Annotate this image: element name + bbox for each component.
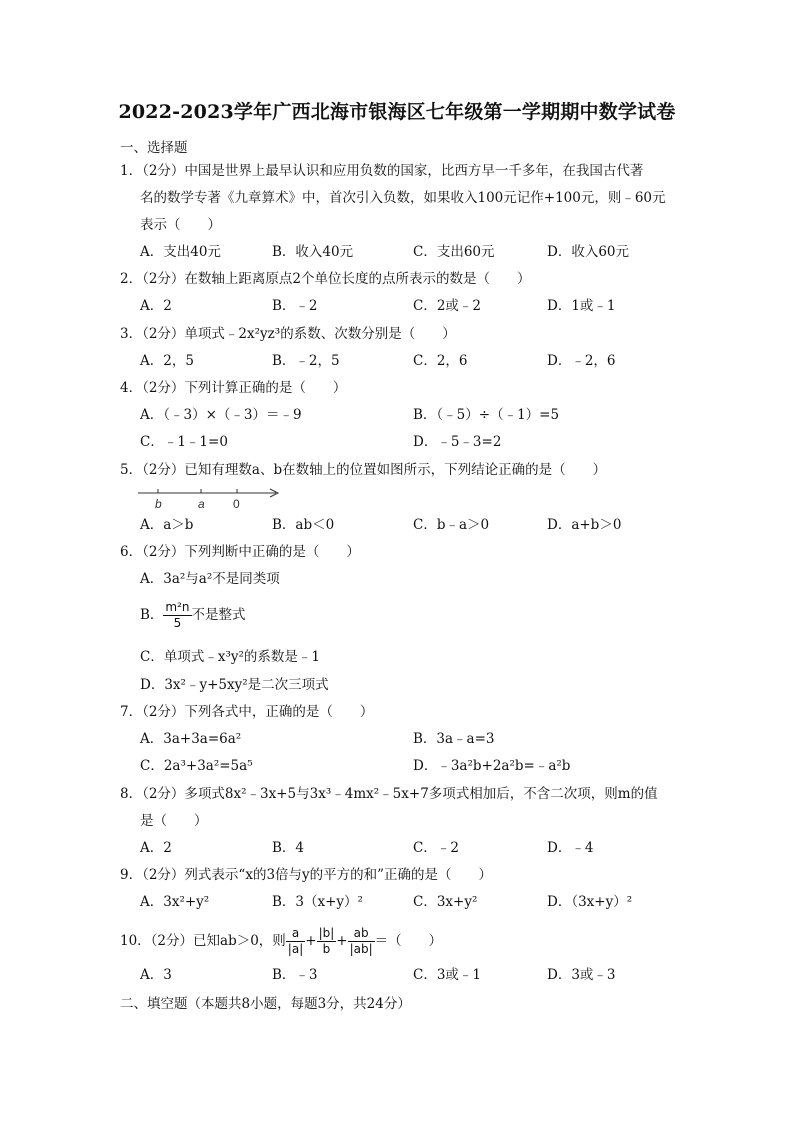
q3-option-a: A．2，5 — [140, 353, 194, 369]
q9-option-a: A．3x²+y² — [140, 894, 210, 910]
q8-option-b: B．4 — [272, 840, 305, 856]
q4-option-a: A．（﹣3）×（﹣3）＝﹣9 — [140, 407, 302, 423]
q10-f3-denominator: |ab| — [349, 942, 373, 956]
q1-stem-line1: 1．（2分）中国是世界上最早认识和应用负数的国家，比西方早一千多年，在我国古代著 — [120, 163, 644, 179]
q10-fraction-2 — [317, 926, 337, 957]
q10-f2-numerator: |b| — [318, 926, 335, 940]
q10-fraction-1 — [286, 926, 305, 957]
q7-option-a: A．3a+3a=6a² — [140, 731, 242, 747]
q1-option-b: B．收入40元 — [272, 244, 354, 260]
q9-option-b: B．3（x+y）² — [272, 894, 363, 910]
number-line-figure — [138, 484, 288, 514]
page-title: 2022-2023学年广西北海市银海区七年级第一学期期中数学试卷 — [118, 101, 676, 123]
q2-option-b: B．﹣2 — [272, 298, 318, 314]
q8-option-d: D．﹣4 — [547, 840, 594, 856]
q10-option-d: D．3或﹣3 — [547, 967, 616, 983]
q7-stem: 7．（2分）下列各式中，正确的是（ ） — [120, 704, 374, 720]
q1-option-c: C．支出60元 — [413, 244, 495, 260]
q10-f1-denominator: |a| — [287, 942, 304, 956]
q2-stem: 2．（2分）在数轴上距离原点2个单位长度的点所表示的数是（ ） — [120, 271, 531, 287]
q8-option-a: A．2 — [140, 840, 172, 856]
q6-option-b — [140, 600, 246, 631]
q3-stem: 3．（2分）单项式﹣2x²yz³的系数、次数分别是（ ） — [120, 326, 456, 342]
q4-option-c: C．﹣1﹣1=0 — [140, 434, 228, 450]
q10-option-c: C．3或﹣1 — [413, 967, 482, 983]
q6-option-d: D．3x²﹣y+5xy²是二次三项式 — [140, 677, 329, 693]
q7-option-d: D．﹣3a²b+2a²b=﹣a²b — [413, 758, 571, 774]
q2-option-d: D．1或﹣1 — [547, 298, 616, 314]
q7-option-c: C．2a³+3a²=5a⁵ — [140, 758, 253, 774]
q6-option-a: A．3a²与a²不是同类项 — [140, 571, 280, 587]
q4-option-b: B．（﹣5）÷（﹣1）=5 — [413, 407, 560, 423]
q8-stem-line1: 8．（2分）多项式8x²﹣3x+5与3x³﹣4mx²﹣5x+7多项式相加后，不含二次项，则m的值 — [120, 786, 658, 802]
q10-f1-numerator: a — [286, 926, 305, 942]
q4-stem: 4．（2分）下列计算正确的是（ ） — [120, 380, 347, 396]
section-heading-fill-in: 二、填空题（本题共8小题，每题3分，共24分） — [120, 996, 411, 1012]
q6-option-c: C．单项式﹣x³y²的系数是﹣1 — [140, 649, 320, 665]
q6-stem: 6．（2分）下列判断中正确的是（ ） — [120, 544, 360, 560]
q10-f2-denominator: b — [322, 942, 331, 956]
q10-plus-1: + — [305, 933, 317, 949]
q10-fraction-3 — [348, 926, 375, 957]
q2-option-c: C．2或﹣2 — [413, 298, 482, 314]
q10-option-a: A．3 — [140, 967, 172, 983]
q6-option-b-numerator: m²n — [165, 600, 190, 614]
q5-option-d: D．a+b＞0 — [547, 517, 622, 533]
q10-suffix: ＝（ ） — [374, 933, 443, 949]
q6-option-b-suffix: 不是整式 — [191, 607, 246, 623]
q5-stem: 5．（2分）已知有理数a、b在数轴上的位置如图所示，下列结论正确的是（ ） — [120, 462, 607, 478]
q8-option-c: C．﹣2 — [413, 840, 459, 856]
q5-option-b: B．ab＜0 — [272, 517, 335, 533]
q10-option-b: B．﹣3 — [272, 967, 318, 983]
q6-option-b-denominator: 5 — [173, 616, 182, 630]
number-line-label-b: b — [155, 497, 162, 511]
q6-option-b-fraction — [163, 600, 191, 631]
q10-plus-2: + — [336, 933, 348, 949]
q10-f3-numerator: ab — [348, 926, 375, 942]
q1-option-d: D．收入60元 — [547, 244, 630, 260]
q1-stem-line3: 表示（ ） — [140, 217, 221, 233]
q5-option-a: A．a＞b — [140, 517, 194, 533]
q1-option-a: A．支出40元 — [140, 244, 221, 260]
q1-stem-line2: 名的数学专著《九章算术》中，首次引入负数，如果收入100元记作+100元，则﹣60元 — [140, 190, 666, 206]
q8-stem-line2: 是（ ） — [140, 813, 208, 829]
q3-option-d: D．﹣2，6 — [547, 353, 616, 369]
q3-option-b: B．﹣2，5 — [272, 353, 340, 369]
q4-option-d: D．﹣5﹣3=2 — [413, 434, 502, 450]
q7-option-b: B．3a﹣a=3 — [413, 731, 495, 747]
q9-option-c: C．3x+y² — [413, 894, 478, 910]
section-heading-choice: 一、选择题 — [120, 140, 188, 156]
q2-option-a: A．2 — [140, 298, 172, 314]
q3-option-c: C．2，6 — [413, 353, 468, 369]
q9-stem: 9．（2分）列式表示“x的3倍与y的平方的和”正确的是（ ） — [120, 867, 493, 883]
q6-option-b-prefix: B． — [140, 607, 164, 623]
q10-prefix: 10．（2分）已知ab＞0，则 — [120, 933, 286, 949]
number-line-label-a: a — [198, 497, 205, 511]
q9-option-d: D．（3x+y）² — [547, 894, 633, 910]
q5-option-c: C．b﹣a＞0 — [413, 517, 490, 533]
number-line-label-zero: 0 — [233, 497, 240, 511]
q10-stem — [120, 926, 442, 957]
